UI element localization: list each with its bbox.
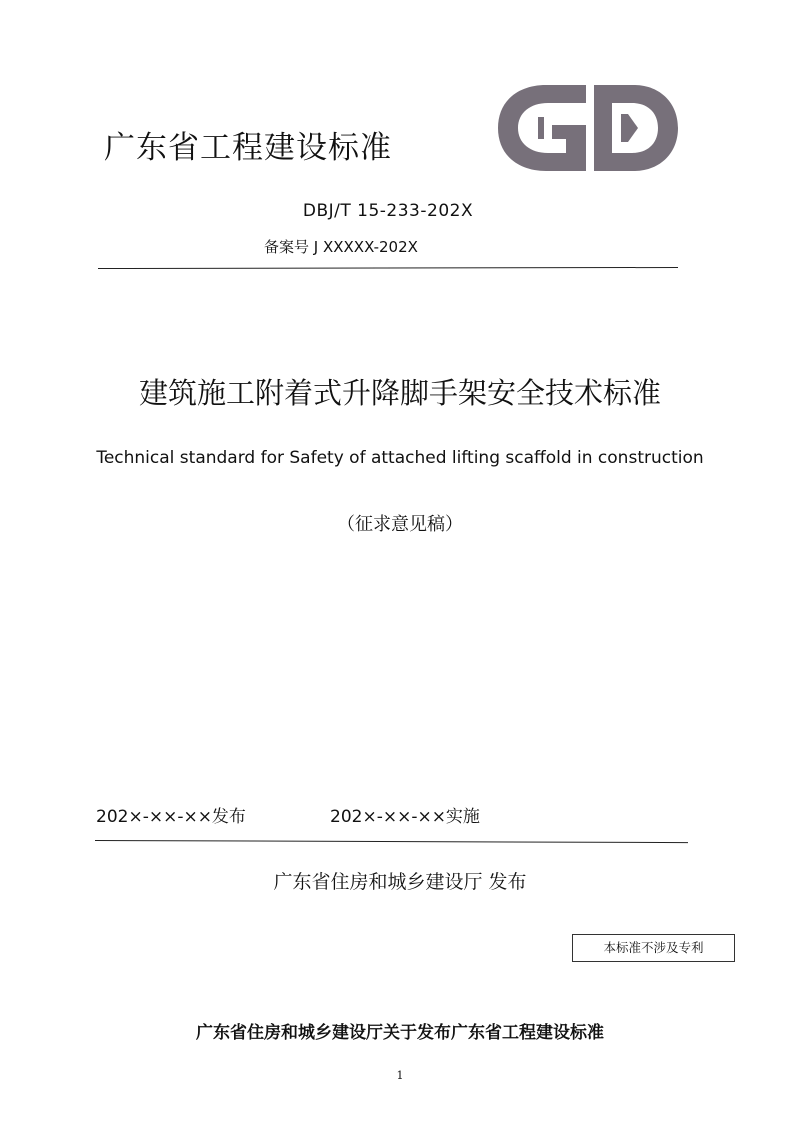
- document-title-en: Technical standard for Safety of attached lifting scaffold in construction: [96, 448, 704, 468]
- implement-date: 202×-××-××实施: [330, 807, 480, 827]
- header-title: 广东省工程建设标准: [104, 130, 392, 166]
- document-title-zh: 建筑施工附着式升降脚手架安全技术标准: [138, 376, 661, 410]
- draft-note: （征求意见稿）: [337, 514, 463, 535]
- record-number: 备案号 J XXXXX-202X: [264, 238, 418, 256]
- gd-logo-icon: [494, 83, 680, 173]
- publisher: 广东省住房和城乡建设厅 发布: [273, 871, 527, 893]
- announcement-heading: 广东省住房和城乡建设厅关于发布广东省工程建设标准: [196, 1023, 604, 1043]
- standard-number: DBJ/T 15-233-202X: [302, 201, 474, 221]
- issue-date: 202×-××-××发布: [96, 807, 246, 827]
- patent-notice: 本标准不涉及专利: [572, 934, 735, 962]
- footer-divider: [95, 840, 688, 843]
- page-number: 1: [396, 1069, 404, 1082]
- header-divider: [98, 267, 678, 269]
